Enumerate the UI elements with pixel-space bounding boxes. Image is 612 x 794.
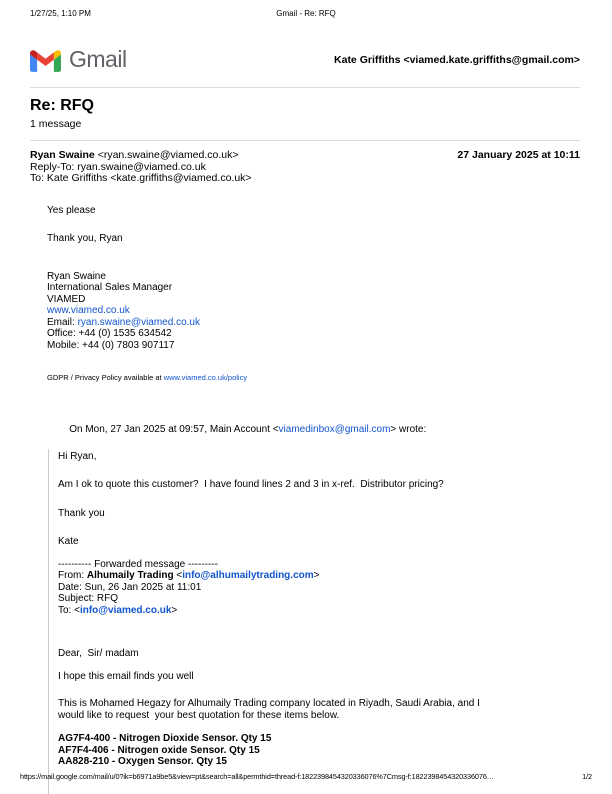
gmail-wordmark: Gmail: [69, 46, 127, 72]
forwarded-from-line: [58, 570, 580, 582]
gmail-header: [30, 46, 580, 88]
rfq-item: [58, 745, 580, 757]
from-label: From:: [58, 570, 87, 581]
sender-email: <ryan.swaine@viamed.co.uk>: [94, 149, 239, 161]
website-link[interactable]: www.viamed.co.uk: [47, 305, 130, 316]
part-description: - Oxygen Sensor. Qty 15: [109, 756, 227, 767]
quote-intro-suffix: > wrote:: [390, 423, 427, 435]
rfq-item: [58, 756, 580, 768]
signature-company: VIAMED: [47, 293, 86, 305]
sender-row: [30, 150, 580, 162]
forwarded-request: This is Mohamed Hegazy for Alhumaily Trading company located in Riyadh, Saudi Arabia, and I would like to request your best quotation for these items below.: [58, 698, 483, 721]
to-label: To: <: [58, 604, 80, 616]
reply-to-line: Reply-To: ryan.swaine@viamed.co.uk: [30, 160, 206, 173]
message-body: [47, 205, 580, 794]
quoted-thanks: Thank you: [58, 507, 105, 519]
signature-website-row: [47, 305, 580, 317]
quote-intro-prefix: On Mon, 27 Jan 2025 at 09:57, Main Account <: [69, 423, 279, 435]
print-page-number: 1/2: [582, 772, 592, 781]
rfq-item-list: [58, 733, 580, 768]
signature-role: International Sales Manager: [47, 282, 173, 293]
subject-block: [30, 88, 580, 141]
print-datetime: 1/27/25, 1:10 PM: [30, 9, 91, 18]
signature-block: [47, 271, 580, 352]
forwarded-salutation: Dear, Sir/ madam: [58, 648, 139, 659]
forwarded-header: [58, 559, 580, 617]
sender-line: [30, 150, 239, 162]
quote-intro-line: [47, 412, 580, 447]
gdpr-line: [47, 373, 580, 382]
body-paragraph: Yes please: [47, 204, 96, 216]
forwarded-to-line: [58, 605, 580, 617]
print-title: Gmail - Re: RFQ: [276, 9, 336, 18]
message-date: 27 January 2025 at 10:11: [457, 149, 580, 161]
gdpr-text: GDPR / Privacy Policy available at: [47, 373, 164, 382]
rfq-item: [58, 733, 580, 745]
gmail-logo: [30, 46, 127, 73]
signature-mobile: Mobile: +44 (0) 7803 907117: [47, 339, 175, 351]
quoted-sender-email-link[interactable]: viamedinbox@gmail.com: [278, 423, 391, 435]
gdpr-policy-link[interactable]: www.viamed.co.uk/policy: [163, 373, 248, 382]
print-footer: [20, 772, 592, 781]
signature-email-row: [47, 317, 580, 329]
forwarded-divider: ---------- Forwarded message ---------: [58, 558, 218, 570]
page-content: [30, 0, 580, 794]
forwarded-opening: I hope this email finds you well: [58, 670, 194, 682]
part-number: AF7F4-406: [58, 744, 109, 756]
body-paragraph: Thank you, Ryan: [47, 233, 123, 244]
forwarded-to-email-link[interactable]: info@viamed.co.uk: [79, 604, 172, 616]
forwarded-subject-line: Subject: RFQ: [58, 593, 119, 604]
quoted-greeting: Hi Ryan,: [58, 450, 97, 462]
print-url: https://mail.google.com/mail/u/0?ik=b6971a9be5&view=pt&search=all&permthid=thread-f:1822398454320336076%7Cmsg-f:1822398454320336076…: [20, 772, 495, 781]
message-header: [30, 141, 580, 185]
gmail-m-icon: [30, 48, 61, 72]
forwarded-date-line: Date: Sun, 26 Jan 2025 at 11:01: [58, 581, 202, 593]
forwarded-from-email-link[interactable]: info@alhumailytrading.com: [182, 570, 314, 581]
from-sep: <: [173, 570, 183, 581]
quoted-message: [48, 449, 580, 794]
thread-subject: Re: RFQ: [30, 97, 94, 114]
part-number: AA828-210: [58, 756, 110, 767]
from-close: >: [313, 570, 320, 581]
forwarded-from-name: Alhumaily Trading: [86, 570, 174, 581]
part-description: - Nitrogen Dioxide Sensor. Qty 15: [110, 733, 272, 744]
sender-name: Ryan Swaine: [30, 149, 95, 161]
email-label: Email:: [47, 316, 78, 328]
message-count: 1 message: [30, 118, 82, 130]
account-identity: Kate Griffiths <viamed.kate.griffiths@gmail.com>: [334, 53, 580, 66]
to-line: To: Kate Griffiths <kate.griffiths@viamed.co.uk>: [30, 172, 252, 184]
part-number: AG7F4-400: [58, 733, 111, 744]
signature-office: Office: +44 (0) 1535 634542: [47, 328, 172, 339]
email-link[interactable]: ryan.swaine@viamed.co.uk: [77, 316, 200, 328]
to-close: >: [171, 604, 178, 616]
quoted-signoff: Kate: [58, 536, 79, 547]
signature-name: Ryan Swaine: [47, 270, 106, 282]
part-description: - Nitrogen oxide Sensor. Qty 15: [108, 744, 260, 756]
quoted-question: Am I ok to quote this customer? I have found lines 2 and 3 in x-ref. Distributor pricing?: [58, 479, 444, 490]
